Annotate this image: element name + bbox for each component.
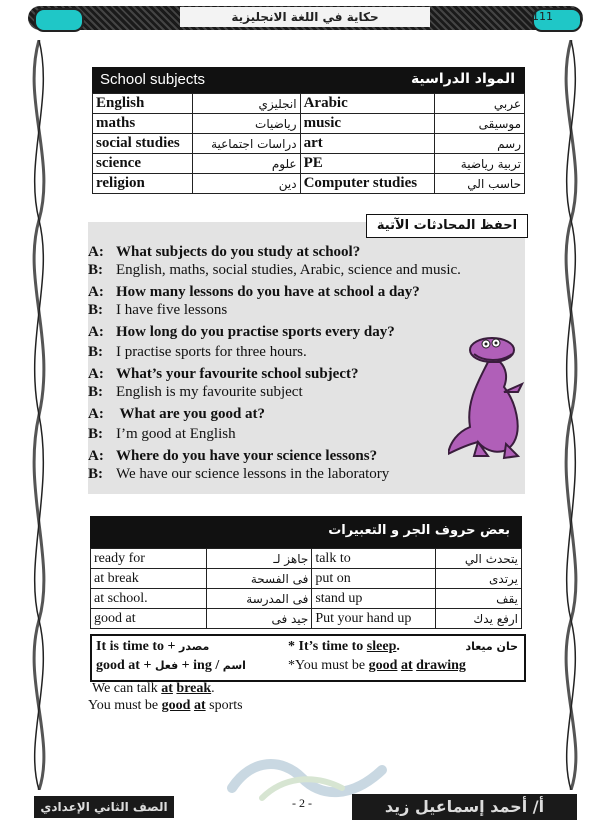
phrase-en: Put your hand up <box>312 609 436 629</box>
left-border-ornament <box>28 40 50 790</box>
question-line <box>88 284 420 301</box>
rule-1-arabic <box>465 639 518 655</box>
example-underlined-word: at <box>193 698 206 713</box>
example-text: We can talk <box>92 681 162 696</box>
subject-en: music <box>300 114 435 134</box>
subject-en: Arabic <box>300 94 435 114</box>
grammar-rule-box <box>90 634 526 682</box>
subjects-table <box>92 93 525 194</box>
rule-underlined-word: drawing <box>416 658 466 673</box>
subject-ar: انجليزي <box>192 94 300 114</box>
rule-underlined-word: sleep <box>366 639 397 654</box>
rule-underlined-word: at <box>400 658 413 673</box>
phrase-en: good at <box>91 609 207 629</box>
speaker-label: B: <box>88 384 103 400</box>
speaker-label: A: <box>88 244 104 260</box>
rule-underlined-word: good <box>368 658 398 673</box>
subject-ar: حاسب الي <box>435 174 525 194</box>
phrase-en: stand up <box>312 589 436 609</box>
question-line <box>88 406 265 423</box>
rule-text-ar: اسم <box>222 659 246 672</box>
rule-text-ar: فعل <box>154 659 179 672</box>
subject-en: maths <box>93 114 193 134</box>
rule-text: *You must be <box>288 658 369 673</box>
table-row <box>93 94 525 114</box>
subjects-title-en: School subjects <box>100 71 206 88</box>
example-underlined-word: break <box>176 681 212 696</box>
phrase-en: put on <box>312 569 436 589</box>
question-line <box>88 324 395 341</box>
phrase-en: at break <box>91 569 207 589</box>
table-row <box>93 134 525 154</box>
answer-line <box>88 262 461 279</box>
phrase-ar: جيد فى <box>206 609 312 629</box>
table-row <box>93 114 525 134</box>
speaker-label: A: <box>88 324 104 340</box>
subject-ar: دين <box>192 174 300 194</box>
rule-text: good at + <box>96 658 155 673</box>
dialogue-text: I practise sports for three hours. <box>116 344 307 360</box>
speaker-label: B: <box>88 262 103 278</box>
speaker-label: A: <box>88 448 104 464</box>
dialogue-text: English is my favourite subject <box>116 384 303 400</box>
dialogue-text: What subjects do you study at school? <box>116 244 361 260</box>
header-left-ornament <box>34 8 84 32</box>
header-page-mark: 111 <box>532 10 553 23</box>
question-line <box>88 448 377 465</box>
dialogue-text: How long do you practise sports every day? <box>116 324 395 340</box>
rule-1-left <box>96 639 209 655</box>
example-text: You must be <box>88 698 162 713</box>
speaker-label: B: <box>88 302 103 318</box>
right-border-ornament <box>560 40 582 790</box>
phrase-ar: يتحدث الي <box>436 549 522 569</box>
dialogue-text: We have our science lessons in the laboratory <box>116 466 390 482</box>
subject-ar: عربي <box>435 94 525 114</box>
subject-ar: موسيقى <box>435 114 525 134</box>
answer-line <box>88 426 236 443</box>
question-line <box>88 366 359 383</box>
speaker-label: B: <box>88 466 103 482</box>
phrase-en: talk to <box>312 549 436 569</box>
answer-line <box>88 384 303 401</box>
phrase-ar: يقف <box>436 589 522 609</box>
example-sentence <box>88 698 243 714</box>
dialogue-text: Where do you have your science lessons? <box>116 448 378 464</box>
answer-line <box>88 302 227 319</box>
subject-ar: دراسات اجتماعية <box>192 134 300 154</box>
table-row <box>91 569 522 589</box>
subject-en: religion <box>93 174 193 194</box>
dialogue-text: English, maths, social studies, Arabic, science and music. <box>116 262 461 278</box>
rule-2-right <box>288 658 466 674</box>
rule-text: + ing / <box>178 658 223 673</box>
phrase-ar: يرتدى <box>436 569 522 589</box>
prepositions-title: بعض حروف الجر و التعبيرات <box>328 523 510 538</box>
example-sentence <box>92 681 215 697</box>
page-number: - 2 - <box>292 796 312 810</box>
subject-ar: علوم <box>192 154 300 174</box>
dialogue-text: How many lessons do you have at school a day? <box>116 284 420 300</box>
example-text: sports <box>205 698 243 713</box>
subject-en: social studies <box>93 134 193 154</box>
example-text: . <box>211 681 215 696</box>
subject-en: PE <box>300 154 435 174</box>
example-underlined-word: good <box>161 698 191 713</box>
phrase-ar: فى الفسحة <box>206 569 312 589</box>
subject-en: art <box>300 134 435 154</box>
subject-en: science <box>93 154 193 174</box>
table-row <box>91 609 522 629</box>
example-underlined-word: at <box>161 681 173 696</box>
speaker-label: A: <box>88 284 104 300</box>
rule-2-left <box>96 658 246 674</box>
dialogue-text: I’m good at English <box>116 426 236 442</box>
table-row <box>91 589 522 609</box>
subject-ar: رياضيات <box>192 114 300 134</box>
phrase-ar: ارفع يدك <box>436 609 522 629</box>
rule-text: * It’s time to <box>288 639 367 654</box>
subjects-header <box>92 67 525 93</box>
rule-text: . <box>396 639 400 654</box>
subjects-title-ar: المواد الدراسية <box>410 71 515 87</box>
conversation-title: احفظ المحادثات الآتية <box>366 214 528 238</box>
dinosaur-illustration <box>448 332 528 460</box>
footer-author-label: أ/ أحمد إسماعيل زيد <box>352 794 577 820</box>
question-line <box>88 244 360 261</box>
footer-grade-label: الصف الثاني الإعدادي <box>34 796 174 818</box>
dialogue-text: What are you good at? <box>116 406 266 422</box>
speaker-label: A: <box>88 406 104 422</box>
prepositions-header <box>90 516 522 548</box>
rule-text-ar: مصدر <box>179 640 210 653</box>
dialogue-text: I have five lessons <box>116 302 228 318</box>
phrase-en: ready for <box>91 549 207 569</box>
answer-line <box>88 466 389 483</box>
dialogue-text: What’s your favourite school subject? <box>116 366 359 382</box>
subject-ar: تربية رياضية <box>435 154 525 174</box>
subject-ar: رسم <box>435 134 525 154</box>
header-title: حكاية في اللغة الانجليزية <box>180 7 430 27</box>
rule-text-ar: حان ميعاد <box>465 640 518 653</box>
table-row <box>91 549 522 569</box>
speaker-label: A: <box>88 366 104 382</box>
answer-line <box>88 344 307 361</box>
table-row <box>93 154 525 174</box>
rule-text: It is time to + <box>96 639 180 654</box>
speaker-label: B: <box>88 344 103 360</box>
rule-1-right <box>288 639 400 655</box>
subject-en: English <box>93 94 193 114</box>
table-row <box>93 174 525 194</box>
prepositions-table <box>90 548 522 629</box>
subject-en: Computer studies <box>300 174 435 194</box>
phrase-ar: جاهز لـ <box>206 549 312 569</box>
speaker-label: B: <box>88 426 103 442</box>
phrase-ar: فى المدرسة <box>206 589 312 609</box>
phrase-en: at school. <box>91 589 207 609</box>
